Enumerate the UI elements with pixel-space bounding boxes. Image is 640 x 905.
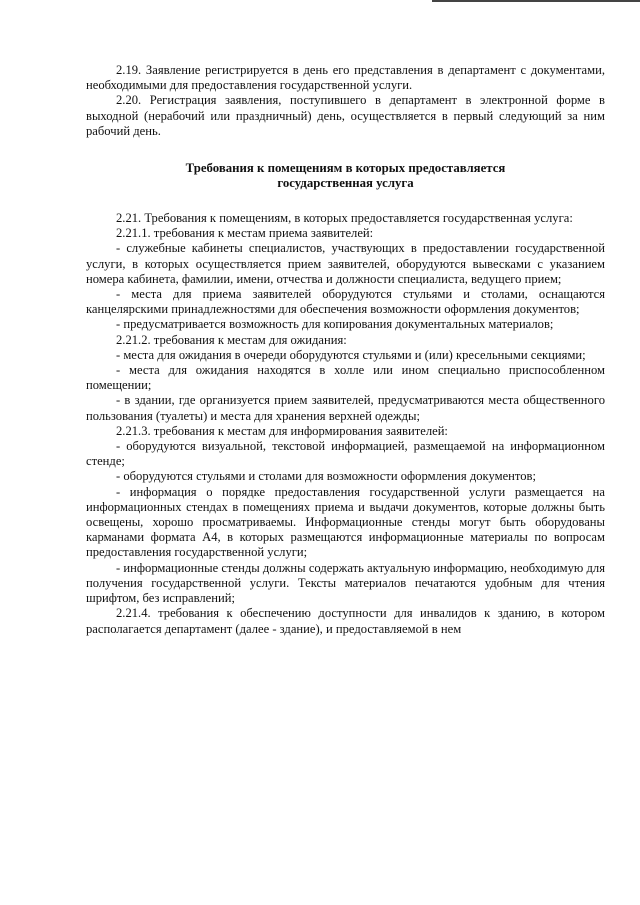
- list-item: - места для приема заявителей оборудуются стульями и столами, оснащаются канцелярскими принадлежностями для обеспечения возможности оформления документов;: [86, 287, 605, 317]
- list-item: - оборудуются стульями и столами для возможности оформления документов;: [116, 469, 536, 484]
- list-item: - места для ожидания находятся в холле или ином специально приспособленном помещении;: [86, 363, 605, 393]
- list-item: - оборудуются визуальной, текстовой информацией, размещаемой на информационном стенде;: [86, 439, 605, 469]
- section-heading-line-2: государственная услуга: [277, 176, 414, 191]
- section-heading-line-1: Требования к помещениям в которых предоставляется: [185, 161, 506, 176]
- document-page: [86, 63, 605, 637]
- list-item: - в здании, где организуется прием заявителей, предусматриваются места общественного пользования (туалеты) и места для хранения верхней одежды;: [86, 393, 605, 423]
- paragraph-2-19: 2.19. Заявление регистрируется в день его представления в департамент с документами, необходимыми для предоставления государственной услуги.: [86, 63, 605, 93]
- list-item: - места для ожидания в очереди оборудуются стульями и (или) кресельными секциями;: [116, 347, 586, 362]
- list-item: - предусматривается возможность для копирования документальных материалов;: [116, 317, 554, 332]
- paragraph-2-21-4: 2.21.4. требования к обеспечению доступности для инвалидов к зданию, в котором располагается департамент (далее - здание), и предоставляемой в нем: [86, 606, 605, 636]
- section-heading: [86, 161, 605, 191]
- list-item: - информация о порядке предоставления государственной услуги размещается на информационных стендах в помещениях приема и выдачи документов, которые должны быть освещены, хорошо просматриваемы. Информационные стенды могут быть оборудованы карманами формата А4, в которых размещаются информационные материалы по вопросам предоставления государственной услуги;: [86, 484, 605, 560]
- list-item: - информационные стенды должны содержать актуальную информацию, необходимую для получения государственной услуги. Тексты материалов печатаются удобным для чтения шрифтом, без исправлений;: [86, 560, 605, 606]
- paragraph-2-21: 2.21. Требования к помещениям, в которых предоставляется государственная услуга:: [116, 211, 573, 226]
- paragraph-2-20: 2.20. Регистрация заявления, поступившего в департамент в электронной форме в выходной (нерабочий или праздничный) день, осуществляется в первый следующий за ним рабочий день.: [86, 93, 605, 138]
- paragraph-2-21-2: 2.21.2. требования к местам для ожидания:: [116, 332, 347, 347]
- paragraph-2-21-1: 2.21.1. требования к местам приема заявителей:: [116, 226, 374, 241]
- top-border-line: [432, 0, 640, 2]
- paragraph-2-21-3: 2.21.3. требования к местам для информирования заявителей:: [116, 423, 448, 438]
- list-item: - служебные кабинеты специалистов, участвующих в предоставлении государственной услуги, в которых осуществляется прием заявителей, оборудуются вывесками с указанием номера кабинета, фамилии, имени, отчества и должности специалиста, ведущего прием;: [86, 241, 605, 286]
